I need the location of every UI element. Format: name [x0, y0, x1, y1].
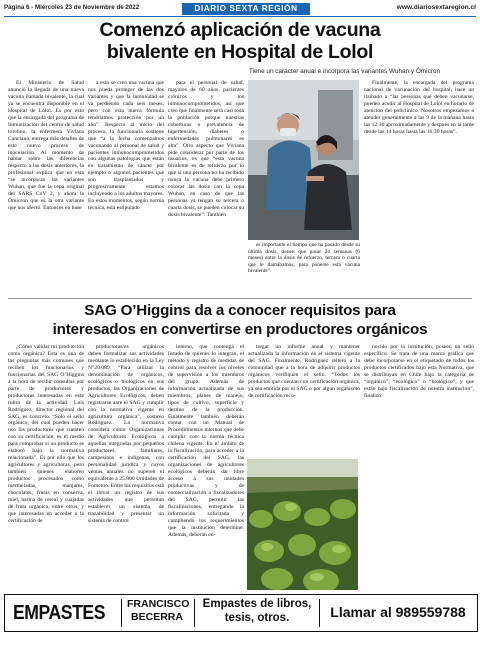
- vaccination-photo-image: [248, 80, 359, 240]
- article1-col2: a esto se creó una vacuna que nos pueda proteger de las dos variantes y que la inmunidad se va perdiendo cada seis meses, pero con esta nueva fórmula tendríamos protección por un año”. Respecto al inicio del proceso, la funcionaria sostiene que “a la fecha comenzamos vacunando al personal de salud y pacientes inmunocomprometidos con algunas patologías que están en tratamiento de cáncer por ejemplo o algunos pacientes que son trasplantados y progresivamente estamos incluyendo a los adultos mayores. En estos momentos, según norma técnica, está estipulado: [88, 80, 164, 212]
- ad-name-line1: FRANCISCO: [127, 598, 190, 610]
- ad-divider-3: [319, 599, 320, 627]
- article1-col5: Finalmente, la encargada del programa nacional de vacunación del hospital, hace un llamado a “las personas que deben vacunarse, pueden acudir al Hospital de Lolol en horario de atención del policlínico. Nosotros empezamos a atender generalmente a las 9 de la mañana hasta las 12:30 aproximadamente y después en la tarde desde las 14 horas hasta las 16:30 horas”.: [364, 80, 474, 135]
- article2-col5: nocido por la institución, poseen un sello específico. Se trata de una marca gráfica que debe incorporarse en el etiquetado de todos los productos certificados bajo esta Normativa, que se distribuyan en Chile bajo la categoría de “orgánico”, “ecológico” o “biológico”, y que están bajo fiscalización de nuestra institución”, finalizó.: [364, 344, 474, 399]
- ad-name-line2: BECERRA: [131, 611, 183, 623]
- article2-col4-text: tregar un informe anual y mantener actualizada la información en el sistema vigente del SAG. Finalmente, Rodríguez reiteró a la comunidad que a la hora de adquirir productos orgánicos verifiquen el sello. “Todos los productos que cuentan con certificación orgánica, ya sea emitida por el SAG o por algún organismo de certificación reco-: [248, 344, 360, 399]
- article1-col3: para el personal de salud, mayores de 60 años, pacientes crónicos y los inmunocomprometidos, así que creo que finalmente será casi toda la población porque nuestras coberturas o prevalencia de hipertensión, diabetes o enfermedades pulmonares es alta”. Otro aspecto que Viviana pide considerar por parte de los usuarios, es que “esta vacuna bivalente es de refuerzo por lo que si una persona no ha recibido nunca la vacuna debe primero colocar las dosis con la cepa Wuhan, en caso de que las personas ya tengan su tercera o cuarta dosis, se pueden colocar su dosis bivalente”. También: [168, 80, 244, 219]
- article2-headline-line1: SAG O’Higgins da a conocer requisitos para: [84, 302, 396, 319]
- page-info: Página 6 - Miércoles 23 de Noviembre de 2022: [4, 4, 140, 11]
- article1-col1: El Ministerio de Salud anunció la llegada de una nueva vacuna llamada bivalente, la cual ya se encuentra disponible en el Hospital de Lolol. Es por esto que la encargada del programa de Inmunización del centro de salud lololino, la enfermera Viviana Canciano, entrega más detalles de este nuevo proceso de inoculación. Al momento de hablar sobre las diferencias respecto a las dosis anteriores, la profesional explica que en esta “se incorporan las variantes Wuhan, que fue la cepa original del SARS CoV 2, y ahora la Ómicron que es la otra variante que nos afectó. Entonces en base: [8, 80, 84, 212]
- ad-brand: EMPASTES: [13, 602, 106, 624]
- ad-service-line2: tesis, otros.: [224, 612, 290, 624]
- article1-headline-line1: Comenzó aplicación de vacuna: [99, 19, 381, 41]
- article2-col3: interno, que contenga el listado de quienes lo integran, el método y registro de medidas de control para resolver los niveles de supervisión a los miembros del grupo. Además de información actualizada de sus miembros, planes de manejo, tipos de cultivo, superficie y destino de la producción. Finalmente también deberán contar con un Manual de Procedimientos internos que debe cumplir con la norma técnica chilena vigente. En el ámbito de la fiscalización, para acceder a la certificación del SAG, las organizaciones de agricultores ecológicos deberán dar libre acceso a sus unidades productivas y de comercialización a fiscalizadores del SAG, permitir las fiscalizaciones, entregando la información solicitada y cumpliendo los requerimientos que la institución determine. Además, deberán en-: [168, 344, 244, 538]
- article1-subhead: Tiene un carácter anual e incorpora las variantes Wuhan y Ómicron: [248, 68, 440, 75]
- article1-col4: es importante el tiempo que ha pasado desde su última dosis, tienen que pasar 24 semanas (6 meses) entre la dosis de refuerzo, tercera o cuarta que le llamábamos, para ponerse esta vacuna bivalente”.: [248, 242, 360, 275]
- ad-service-line1: Empastes de libros,: [202, 598, 312, 610]
- page-header: [4, 3, 476, 16]
- header-rule: [4, 16, 476, 17]
- article2-col1: ¿Cómo validar mi producción como orgánica? Esta es una de las preguntas más comunes que reciben los funcionarios y funcionarias del SAG O’Higgins a la hora de recibir consultas por parte de productores y productoras interesadas en este rubro de la actividad. Luis Rodríguez, director regional del SAG, es concreto. “Solo el sello orgánico, del cual pueden hacer uso los productores que cuenten con su certificación, es el medio para comprobar si un producto se elaboró bajo la normativa relacionada”. Es por ello que los agricultores y agricultoras, pero también quienes elaboren productos procesados como mermeladas, manjares, chocolates, frutas en conserva, miel, harina de cereal y cuajadas de fruta orgánica, entre otros, y que interesadas en acceder a la certificación de: [8, 344, 84, 524]
- section-divider: [8, 298, 472, 299]
- article2-col2: productoras/es orgánicos deben formalizar sus actividades mediante lo establecido en la Ley N°20.089. “Para utilizar la denominación de orgánicos, ecológicos o biológicos en sus productos, las Organizaciones de Agricultores Ecológicos, deben registrarse ante el SAG y cumplir con la normativa vigente en agricultura orgánica”, sostuvo Rodríguez. La normativa considera como Organizaciones de Agricultores Ecológicos a aquellas integradas por pequeños productores, familiares, campesinos e indígenas, con personalidad jurídica y cuyos ventas anuales no superen el equivalente a 25.000 Unidades de Fomento. Entre los requisitos está el llevar un registro de sus actividades que permitan establecer un sistema de trazabilidad y presentar un sistema de control: [88, 344, 164, 524]
- article1-headline-line2: bivalente en Hospital de Lolol: [106, 41, 374, 63]
- ad-services: [201, 597, 313, 625]
- website-link[interactable]: www.diariosextaregion.cl: [396, 4, 476, 11]
- ad-divider-2: [194, 599, 195, 627]
- ad-name: [127, 598, 190, 624]
- article2-col4a-wrap: [248, 433, 358, 593]
- paper-name: DIARIO SEXTA REGIÓN: [182, 3, 310, 15]
- ad-divider-1: [121, 599, 122, 627]
- ad-phone[interactable]: Llamar al 989559788: [330, 604, 466, 620]
- article2-headline-line2: interesados en convertirse en productores orgánicos: [52, 321, 428, 338]
- advertisement-banner: [4, 594, 478, 632]
- vaccination-photo: [248, 80, 359, 240]
